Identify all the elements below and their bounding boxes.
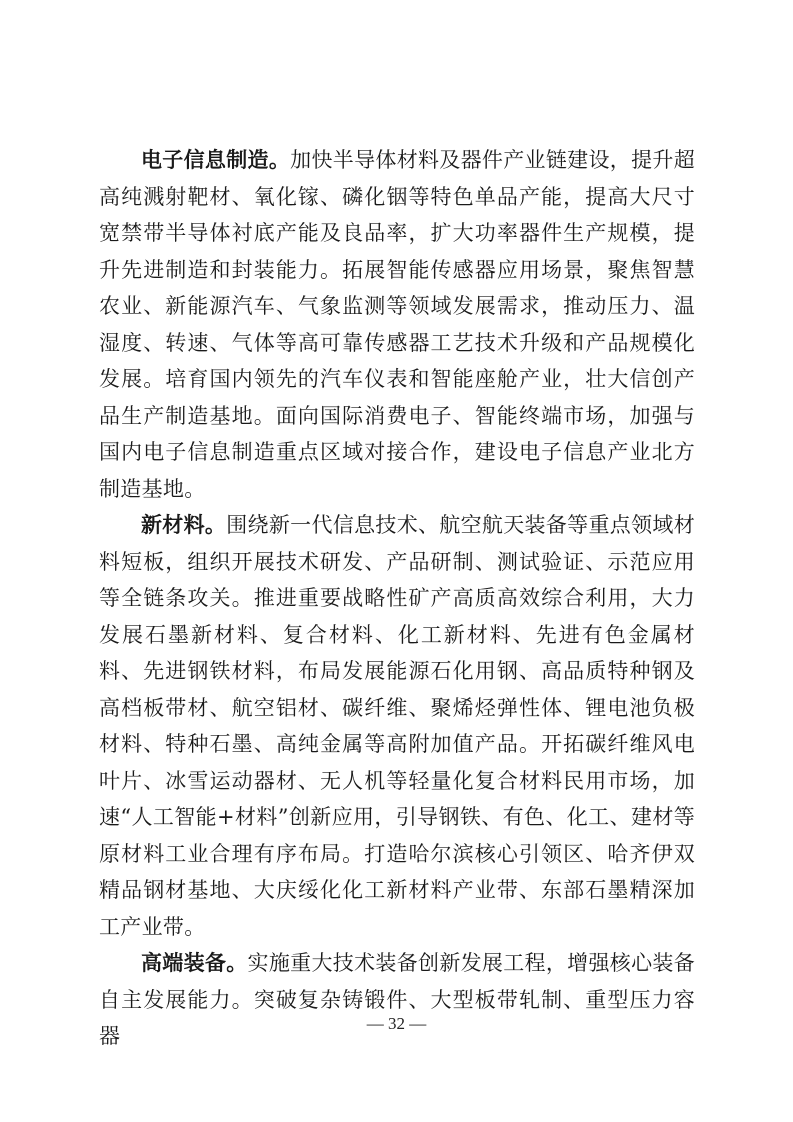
paragraph-body: 围绕新一代信息技术、航空航天装备等重点领域材料短板，组织开展技术研发、产品研制、测试验证、示范应用等全链条攻关。推进重要战略性矿产高质高效综合利用，大力发展石墨新材料、复合材料、化工新材料、先进有色金属材料、先进钢铁材料，布局发展能源石化用钢、高品质特种钢及高档板带材、航空铝材、碳纤维、聚烯烃弹性体、锂电池负极材料、特种石墨、高纯金属等高附加值产品。开拓碳纤维风电叶片、冰雪运动器材、无人机等轻量化复合材料民用市场，加速“人工智能+材料”创新应用，引导钢铁、有色、化工、建材等原材料工业合理有序布局。打造哈尔滨核心引领区、哈齐伊双精品钢材基地、大庆绥化化工新材料产业带、东部石墨精深加工产业带。 — [99, 513, 695, 939]
body-text — [99, 142, 695, 1055]
paragraph-high-end-equipment — [99, 945, 695, 1055]
paragraph-heading: 新材料。 — [141, 512, 227, 537]
paragraph-heading: 高端装备。 — [141, 950, 248, 975]
page-number: — 32 — — [366, 1014, 427, 1033]
paragraph-body: 加快半导体材料及器件产业链建设，提升超高纯溅射靶材、氧化镓、磷化铟等特色单品产能，提高大尺寸宽禁带半导体衬底产能及良品率，扩大功率器件生产规模，提升先进制造和封装能力。拓展智能传感器应用场景，聚焦智慧农业、新能源汽车、气象监测等领域发展需求，推动压力、温湿度、转速、气体等高可靠传感器工艺技术升级和产品规模化发展。培育国内领先的汽车仪表和智能座舱产业，壮大信创产品生产制造基地。面向国际消费电子、智能终端市场，加强与国内电子信息制造重点区域对接合作，建设电子信息产业北方制造基地。 — [99, 148, 695, 501]
paragraph-body: 实施重大技术装备创新发展工程，增强核心装备自主发展能力。突破复杂铸锻件、大型板带轧制、重型压力容器 — [99, 951, 695, 1048]
paragraph-heading: 电子信息制造。 — [141, 147, 291, 172]
paragraph-new-materials — [99, 507, 695, 945]
paragraph-electronics — [99, 142, 695, 507]
